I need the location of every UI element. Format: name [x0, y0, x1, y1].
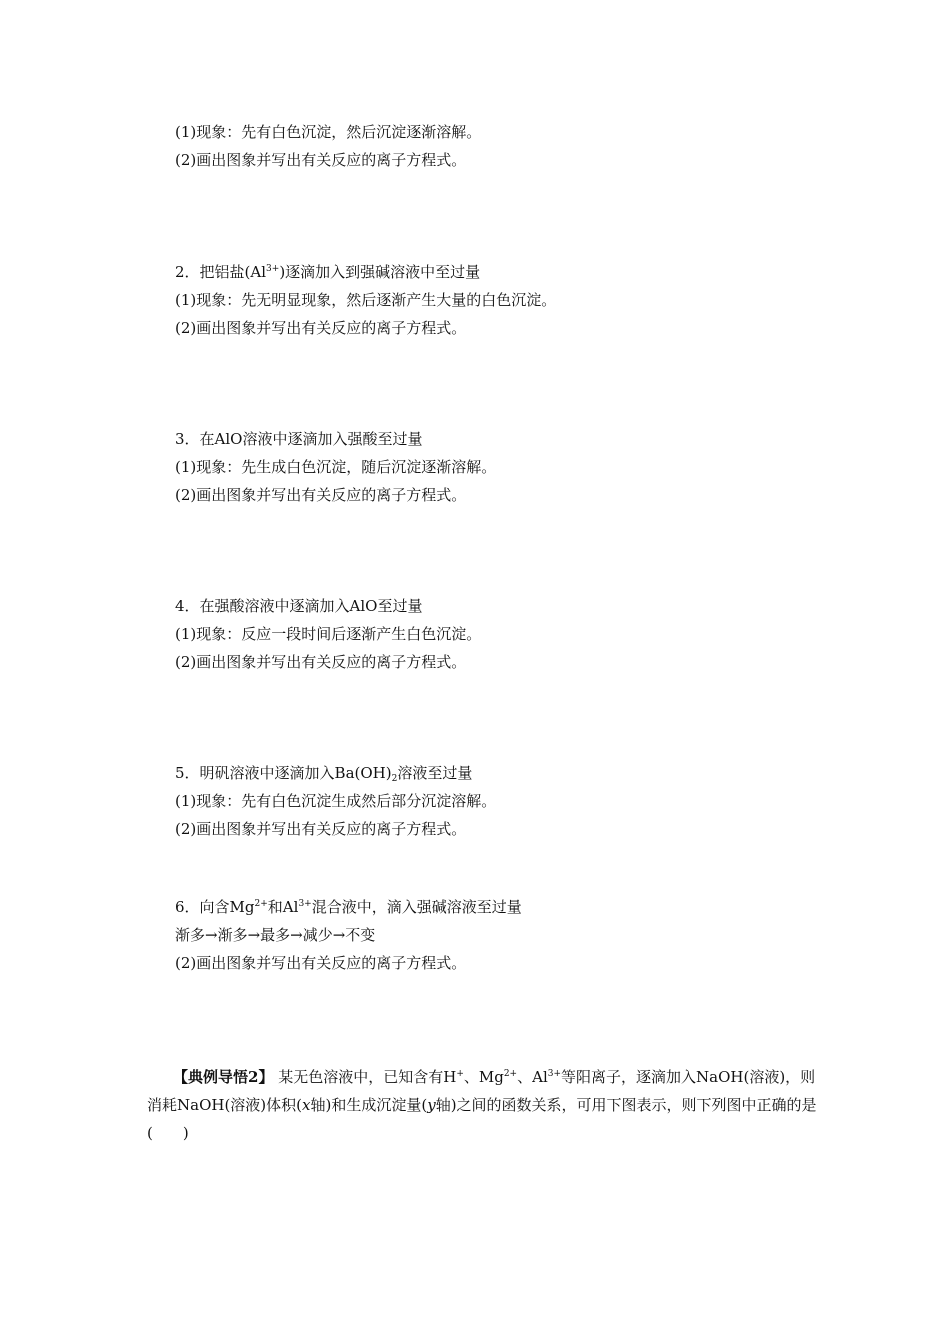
- example-sup-h: +: [456, 1069, 464, 1079]
- s2-phenomenon: (1)现象：先无明显现象，然后逐渐产生大量的白色沉淀。: [175, 291, 557, 309]
- s2-title: [175, 262, 480, 282]
- example-text-4: 等阳离子，逐滴加入NaOH(溶液)，则消耗NaOH(溶液)体积(: [147, 1068, 816, 1114]
- s6-title-a: 6．向含Mg: [175, 898, 255, 916]
- s1-draw-instruction: (2)画出图象并写出有关反应的离子方程式。: [175, 151, 467, 169]
- example-x-axis: x: [302, 1096, 311, 1114]
- s6-title-c: 混合液中，滴入强碱溶液至过量: [311, 898, 522, 916]
- s5-draw-instruction: (2)画出图象并写出有关反应的离子方程式。: [175, 820, 467, 838]
- s6-sequence: 渐多→渐多→最多→减少→不变: [175, 926, 376, 944]
- s2-title-suffix: )逐滴加入到强碱溶液中至过量: [279, 263, 481, 281]
- s6-draw-instruction: (2)画出图象并写出有关反应的离子方程式。: [175, 954, 467, 972]
- example-sup-al: 3+: [547, 1069, 562, 1079]
- s2-title-sup: 3+: [266, 264, 280, 274]
- example-sup-mg: 2+: [503, 1069, 518, 1079]
- example-text-6: 轴)之间的函数关系，可用下图表示，则下列图中正确的是( ): [147, 1096, 817, 1142]
- s6-title-sup-mg: 2+: [254, 899, 268, 909]
- s3-title: 3．在AlO溶液中逐滴加入强酸至过量: [175, 430, 423, 448]
- example-text-3: 、Al: [517, 1068, 548, 1086]
- s6-title-sup-al: 3+: [298, 899, 312, 909]
- example-text-2: 、Mg: [463, 1068, 504, 1086]
- s1-phenomenon: (1)现象：先有白色沉淀，然后沉淀逐渐溶解。: [175, 123, 482, 141]
- s6-title-b: 和Al: [267, 898, 299, 916]
- s3-draw-instruction: (2)画出图象并写出有关反应的离子方程式。: [175, 486, 467, 504]
- s5-phenomenon: (1)现象：先有白色沉淀生成然后部分沉淀溶解。: [175, 792, 497, 810]
- s3-phenomenon: (1)现象：先生成白色沉淀，随后沉淀逐渐溶解。: [175, 458, 497, 476]
- s6-title: [175, 897, 522, 917]
- s4-draw-instruction: (2)画出图象并写出有关反应的离子方程式。: [175, 653, 467, 671]
- s5-title: [175, 763, 472, 783]
- s2-title-prefix: 2．把铝盐(Al: [175, 263, 267, 281]
- example-tag: 【典例导悟2】: [173, 1068, 274, 1086]
- example-y-axis: y: [427, 1096, 436, 1114]
- example-text-1: 某无色溶液中，已知含有H: [273, 1068, 457, 1086]
- example-text-5: 轴)和生成沉淀量(: [310, 1096, 428, 1114]
- example-paragraph: [147, 1063, 817, 1147]
- s4-phenomenon: (1)现象：反应一段时间后逐渐产生白色沉淀。: [175, 625, 482, 643]
- s5-title-prefix: 5．明矾溶液中逐滴加入Ba(OH): [175, 764, 392, 782]
- s2-draw-instruction: (2)画出图象并写出有关反应的离子方程式。: [175, 319, 467, 337]
- s5-title-suffix: 溶液至过量: [397, 764, 473, 782]
- s4-title: 4．在强酸溶液中逐滴加入AlO至过量: [175, 597, 423, 615]
- s5-title-sub: 2: [391, 774, 398, 784]
